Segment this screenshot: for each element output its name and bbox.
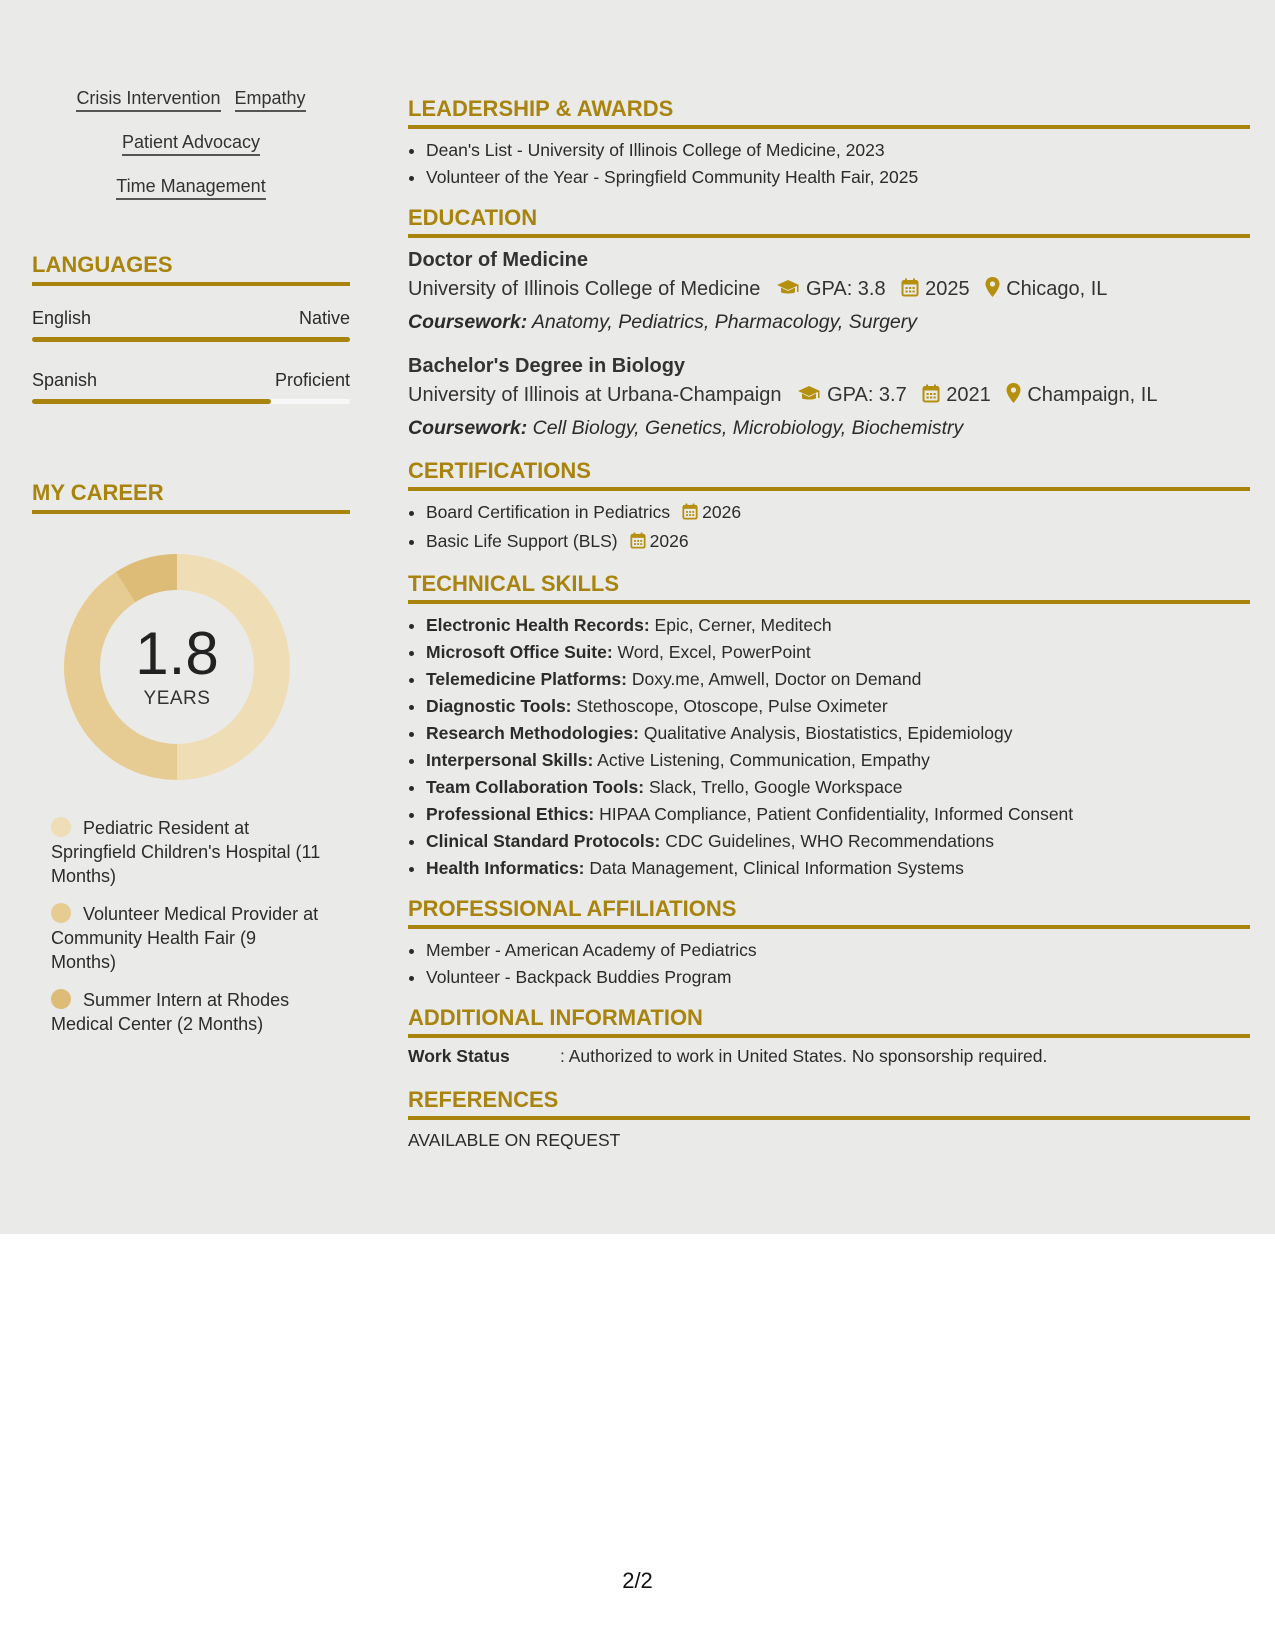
calendar-icon — [922, 382, 940, 413]
certification-year: 2026 — [702, 502, 742, 522]
skill-label: Professional Ethics: — [426, 804, 595, 824]
language-bar — [32, 337, 350, 342]
career-total: 1.8 — [135, 620, 219, 687]
skill-tag: Crisis Intervention — [76, 88, 220, 112]
career-heading: MY CAREER — [32, 480, 350, 514]
language-bar-fill — [32, 337, 350, 342]
language-level: Native — [298, 308, 350, 328]
list-item — [426, 528, 1250, 557]
education-entry — [408, 352, 1250, 444]
references-value: AVAILABLE ON REQUEST — [408, 1130, 621, 1150]
languages-heading: LANGUAGES — [32, 252, 350, 286]
skill-value: Epic, Cerner, Meditech — [649, 615, 832, 635]
language-name: English — [32, 308, 92, 328]
skill-row — [32, 132, 350, 156]
school-location: Champaign, IL — [1027, 384, 1158, 406]
skill-value: Word, Excel, PowerPoint — [612, 642, 811, 662]
skill-value: HIPAA Compliance, Patient Confidentiality, Informed Consent — [594, 804, 1074, 824]
language-item — [32, 370, 350, 404]
career-item-text: Summer Intern at Rhodes Medical Center (2 Months) — [51, 990, 290, 1034]
skill-label: Clinical Standard Protocols: — [426, 831, 661, 851]
school-name: University of Illinois at Urbana-Champaign — [408, 384, 782, 406]
list-item: • Volunteer of the Year - Springfield Community Health Fair, 2025 — [426, 164, 1250, 191]
certifications-heading: CERTIFICATIONS — [408, 458, 1250, 491]
list-item — [426, 855, 1250, 882]
degree-title: Bachelor's Degree in Biology — [408, 355, 686, 377]
leadership-heading: LEADERSHIP & AWARDS — [408, 96, 1250, 129]
career-item-text: Pediatric Resident at Springfield Children's Hospital (11 Months) — [51, 818, 321, 886]
skill-tag: Time Management — [116, 176, 265, 200]
career-item — [51, 988, 321, 1036]
list-item: • Dean's List - University of Illinois College of Medicine, 2023 — [426, 137, 1250, 164]
main-content — [408, 96, 1250, 1151]
skill-tag: Empathy — [235, 88, 306, 112]
legend-dot — [51, 989, 71, 1009]
skill-label: Health Informatics: — [426, 858, 585, 878]
certification-year: 2026 — [649, 531, 689, 551]
skill-label: Team Collaboration Tools: — [426, 777, 645, 797]
skill-value: Slack, Trello, Google Workspace — [644, 777, 903, 797]
school-location: Chicago, IL — [1006, 278, 1108, 300]
affiliations-heading: PROFESSIONAL AFFILIATIONS — [408, 896, 1250, 929]
skill-label: Diagnostic Tools: — [426, 696, 572, 716]
coursework: Anatomy, Pediatrics, Pharmacology, Surgery — [531, 311, 918, 333]
list-item — [426, 774, 1250, 801]
coursework: Cell Biology, Genetics, Microbiology, Biochemistry — [532, 417, 964, 439]
list-item — [426, 693, 1250, 720]
language-item — [32, 308, 350, 342]
calendar-icon — [630, 530, 646, 557]
work-status-label: Work Status — [408, 1046, 510, 1066]
certification-name: Basic Life Support (BLS) — [426, 531, 618, 551]
sidebar — [32, 88, 350, 1050]
skill-value: Qualitative Analysis, Biostatistics, Epidemiology — [638, 723, 1013, 743]
list-item — [426, 499, 1250, 528]
skill-value: Stethoscope, Otoscope, Pulse Oximeter — [571, 696, 888, 716]
career-item — [51, 816, 321, 888]
career-unit: YEARS — [143, 688, 211, 709]
list-item — [426, 720, 1250, 747]
language-name: Spanish — [32, 370, 98, 390]
skill-value: Data Management, Clinical Information Systems — [584, 858, 964, 878]
degree-title: Doctor of Medicine — [408, 249, 589, 271]
legend-dot — [51, 903, 71, 923]
list-item — [426, 801, 1250, 828]
language-bar-fill — [32, 399, 271, 404]
legend-dot — [51, 817, 71, 837]
location-pin-icon — [1006, 382, 1021, 413]
calendar-icon — [901, 276, 919, 307]
page-number: 2/2 — [622, 1568, 653, 1593]
skill-label: Electronic Health Records: — [426, 615, 650, 635]
career-item — [51, 902, 321, 974]
list-item: • Member - American Academy of Pediatrics — [426, 937, 1250, 964]
skill-value: Doxy.me, Amwell, Doctor on Demand — [627, 669, 922, 689]
skill-row — [32, 88, 350, 112]
skill-label: Telemedicine Platforms: — [426, 669, 627, 689]
career-item-text: Volunteer Medical Provider at Community Health Fair (9 Months) — [51, 904, 319, 972]
certification-name: Board Certification in Pediatrics — [426, 502, 671, 522]
list-item — [426, 666, 1250, 693]
career-donut-chart — [62, 552, 292, 782]
language-level: Proficient — [274, 370, 350, 390]
gpa: GPA: 3.7 — [827, 384, 907, 406]
skill-value: CDC Guidelines, WHO Recommendations — [660, 831, 994, 851]
graduation-cap-icon — [776, 276, 800, 307]
education-heading: EDUCATION — [408, 205, 1250, 238]
affiliations-list — [408, 937, 1250, 991]
list-item — [426, 747, 1250, 774]
certifications-list — [408, 499, 1250, 557]
graduation-year: 2021 — [946, 384, 991, 406]
list-item — [426, 828, 1250, 855]
references-heading: REFERENCES — [408, 1087, 1250, 1120]
career-list — [51, 816, 321, 1036]
work-status-row — [408, 1046, 1250, 1067]
technical-skills-heading: TECHNICAL SKILLS — [408, 571, 1250, 604]
list-item — [426, 639, 1250, 666]
leadership-list — [408, 137, 1250, 191]
coursework-label: Coursework: — [408, 311, 528, 333]
skill-label: Research Methodologies: — [426, 723, 639, 743]
technical-skills-list — [408, 612, 1250, 882]
list-item: • Volunteer - Backpack Buddies Program — [426, 964, 1250, 991]
coursework-label: Coursework: — [408, 417, 528, 439]
education-entry — [408, 246, 1250, 338]
location-pin-icon — [985, 276, 1000, 307]
work-status-value: : Authorized to work in United States. No sponsorship required. — [560, 1046, 1048, 1066]
skill-tag: Patient Advocacy — [122, 132, 260, 156]
skill-label: Microsoft Office Suite: — [426, 642, 613, 662]
skill-row — [32, 176, 350, 200]
skill-label: Interpersonal Skills: — [426, 750, 594, 770]
additional-info-heading: ADDITIONAL INFORMATION — [408, 1005, 1250, 1038]
gpa: GPA: 3.8 — [805, 278, 886, 300]
list-item — [426, 612, 1250, 639]
skill-value: Active Listening, Communication, Empathy — [593, 750, 930, 770]
calendar-icon — [682, 501, 698, 528]
language-bar — [32, 399, 350, 404]
graduation-cap-icon — [797, 382, 821, 413]
soft-skills — [32, 88, 350, 200]
school-name: University of Illinois College of Medicine — [408, 278, 761, 300]
graduation-year: 2025 — [925, 278, 970, 300]
